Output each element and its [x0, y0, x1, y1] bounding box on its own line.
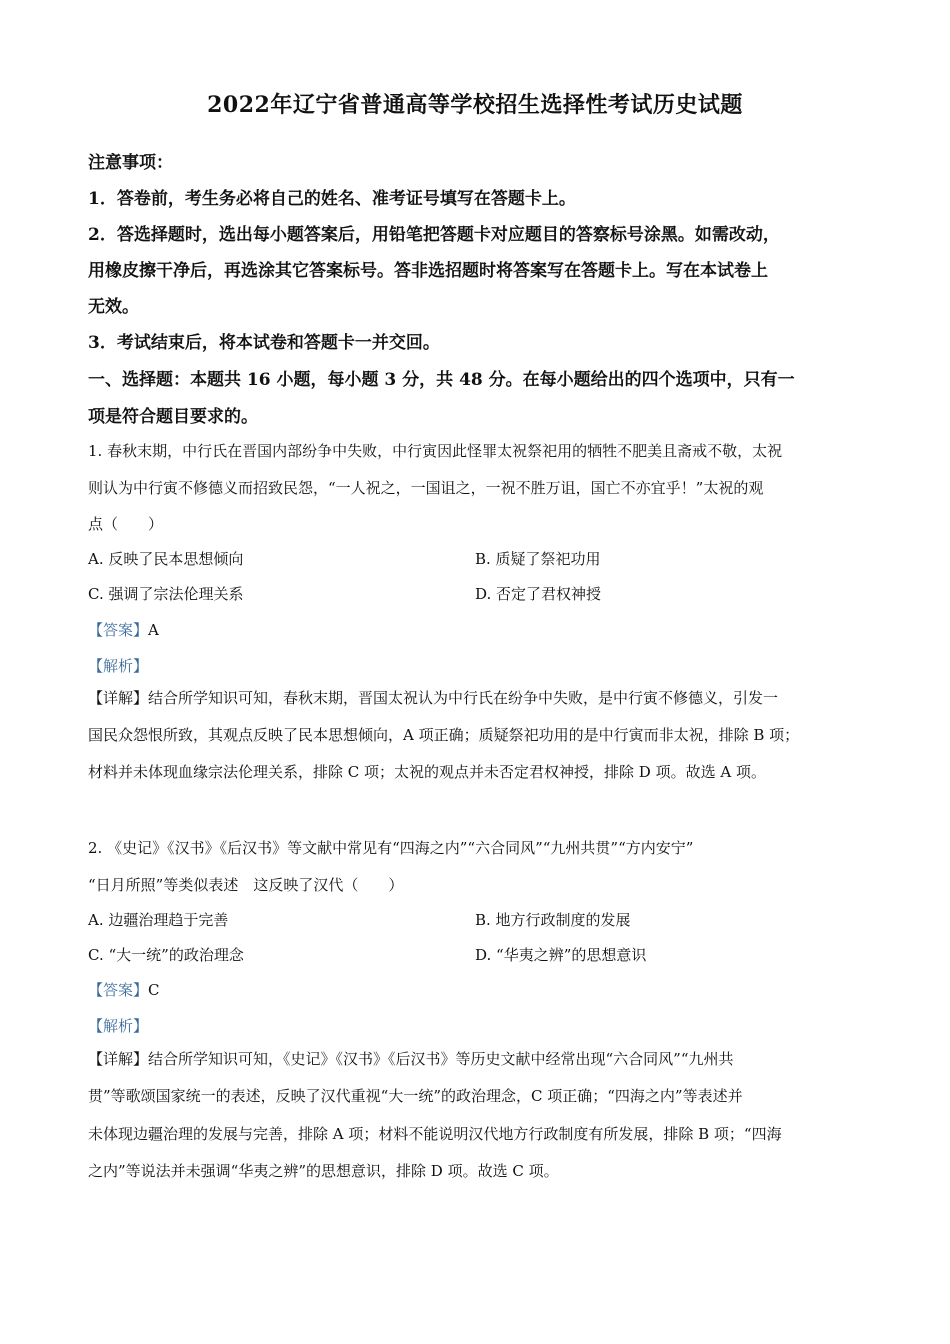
q1-stem: 则认为中行寅不修德义而招致民怨，“一人祝之，一国诅之，一祝不胜万诅，国亡不亦宜乎！”太祝的观 — [88, 479, 764, 497]
q1-analysis-label: 【解析】 — [88, 657, 149, 675]
notice-item: 3．考试结束后，将本试卷和答题卡一并交回。 — [88, 333, 440, 353]
q1-stem: 点（ ） — [88, 515, 164, 533]
q2-option-b: B. 地方行政制度的发展 — [475, 911, 631, 929]
q2-option-a: A. 边疆治理趋于完善 — [88, 911, 229, 929]
notice-item: 1．答卷前，考生务必将自己的姓名、准考证号填写在答题卡上。 — [88, 189, 576, 209]
q2-option-c: C. “大一统”的政治理念 — [88, 946, 244, 964]
answer-label: 【答案】 — [88, 981, 149, 999]
q1-detail: 【详解】结合所学知识可知，春秋末期，晋国太祝认为中行氏在纷争中失败，是中行寅不修德义，引发一 — [88, 689, 779, 707]
q1-stem: 1. 春秋末期，中行氏在晋国内部纷争中失败，中行寅因此怪罪太祝祭祀用的牺牲不肥美且斋戒不敬，太祝 — [88, 442, 783, 460]
q2-detail: 未体现边疆治理的发展与完善，排除 A 项；材料不能说明汉代地方行政制度有所发展，排除 B 项；“四海 — [88, 1125, 782, 1143]
q2-answer — [88, 979, 160, 1000]
answer-value: C — [148, 981, 160, 999]
answer-label: 【答案】 — [88, 621, 149, 639]
q2-option-d: D. “华夷之辨”的思想意识 — [475, 946, 647, 964]
q2-detail: 之内”等说法并未强调“华夷之辨”的思想意识，排除 D 项。故选 C 项。 — [88, 1162, 559, 1180]
q1-detail: 材料并未体现血缘宗法伦理关系，排除 C 项；太祝的观点并未否定君权神授，排除 D 项。故选 A 项。 — [88, 763, 766, 781]
q1-option-a: A. 反映了民本思想倾向 — [88, 550, 244, 568]
q2-stem: “日月所照”等类似表述 这反映了汉代（ ） — [88, 876, 404, 894]
notice-item: 2．答选择题时，选出每小题答案后，用铅笔把答题卡对应题目的答察标号涂黑。如需改动， — [88, 225, 780, 245]
notice-heading: 注意事项： — [88, 153, 173, 173]
q1-option-d: D. 否定了君权神授 — [475, 585, 602, 603]
section-heading: 一、选择题：本题共 16 小题，每小题 3 分，共 48 分。在每小题给出的四个选项中，只有一 — [88, 370, 795, 390]
q2-analysis-label: 【解析】 — [88, 1017, 149, 1035]
answer-value: A — [148, 621, 159, 639]
q2-detail: 贯”等歌颂国家统一的表述，反映了汉代重视“大一统”的政治理念，C 项正确；“四海之内”等表述并 — [88, 1087, 743, 1105]
q1-option-c: C. 强调了宗法伦理关系 — [88, 585, 244, 603]
notice-item: 无效。 — [88, 297, 139, 317]
notice-item: 用橡皮擦干净后，再选涂其它答案标号。答非选招题时将答案写在答题卡上。写在本试卷上 — [88, 261, 768, 281]
q1-detail: 国民众怨恨所致，其观点反映了民本思想倾向，A 项正确；质疑祭祀功用的是中行寅而非太祝，排除 B 项； — [88, 726, 800, 744]
section-heading-cont: 项是符合题目要求的。 — [88, 407, 258, 427]
q1-answer — [88, 619, 159, 640]
q1-option-b: B. 质疑了祭祀功用 — [475, 550, 601, 568]
page-title: 2022年辽宁省普通高等学校招生选择性考试历史试题 — [207, 92, 743, 118]
q2-stem: 2. 《史记》《汉书》《后汉书》等文献中常见有“四海之内”“六合同风”“九州共贯”“方内安宁” — [88, 839, 694, 857]
q2-detail: 【详解】结合所学知识可知，《史记》《汉书》《后汉书》等历史文献中经常出现“六合同风”“九州共 — [88, 1050, 734, 1068]
